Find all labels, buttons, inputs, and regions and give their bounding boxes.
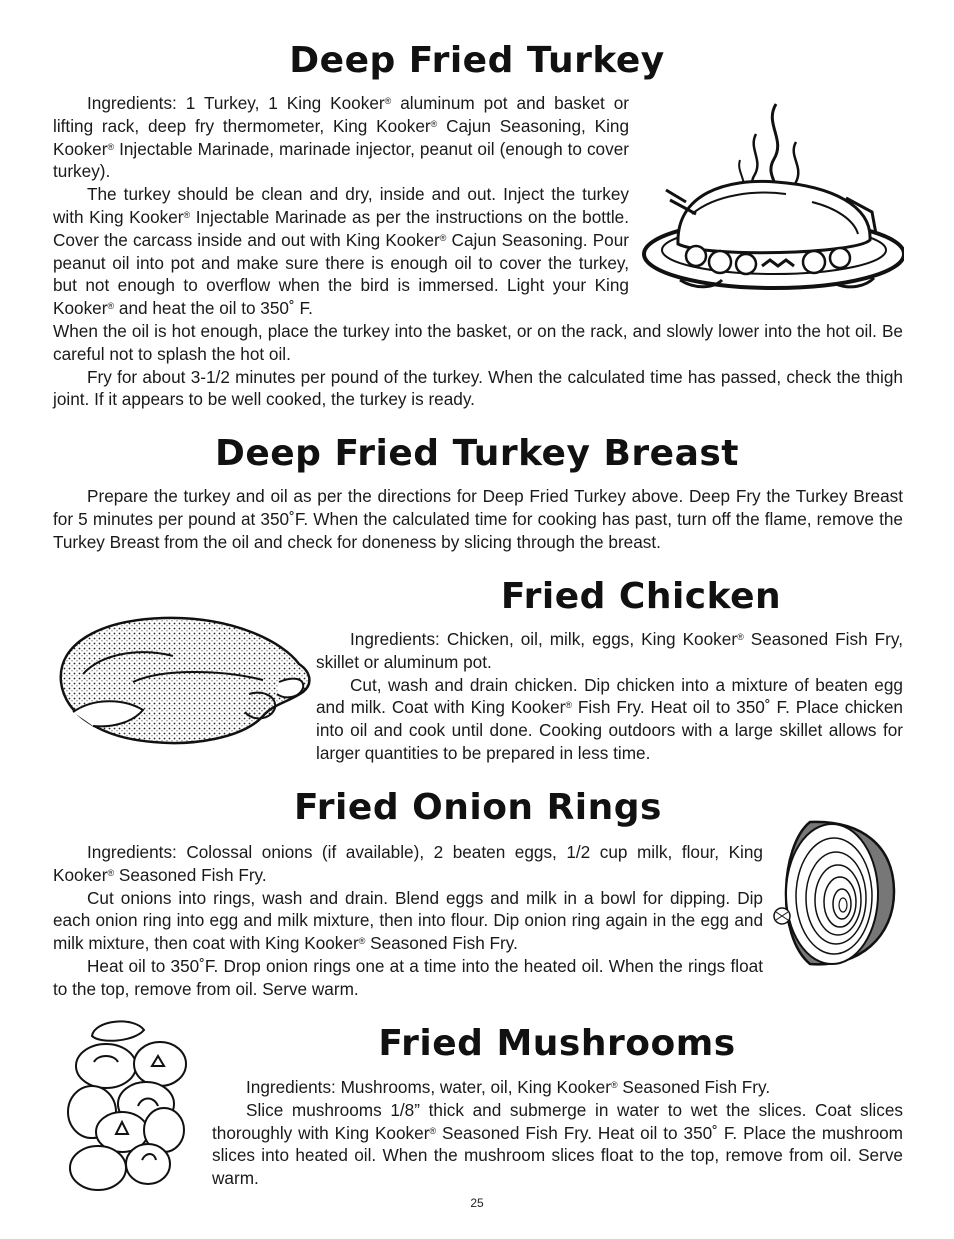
fried-chicken-text [316,628,903,765]
turkey-breast-text [53,485,903,553]
deep-fried-turkey-text-wrapped [53,92,629,320]
turkey-ingredients-paragraph: Ingredients: 1 Turkey, 1 King Kooker® aluminum pot and basket or lifting rack, deep fry thermometer, King Kooker® Cajun Seasoning, King Kooker® Injectable Marinade, marinade injector, peanut oil (enough to cover turkey). [53,93,630,182]
title-fried-chicken: Fried Chicken [500,576,782,617]
title-fried-onion-rings: Fried Onion Rings [294,787,662,828]
deep-fried-turkey-text-full [53,320,903,411]
title-fried-mushrooms: Fried Mushrooms [378,1023,736,1064]
turkey-fry-time-paragraph: Fry for about 3-1/2 minutes per pound of the turkey. When the calculated time has passed, check the thigh joint. If it appears to be well cooked, the turkey is ready. [53,366,903,410]
onion-slice-illustration [770,816,900,970]
fried-onion-rings-text [53,841,763,1001]
title-deep-fried-turkey: Deep Fried Turkey [289,40,665,81]
turkey-instructions-continued: When the oil is hot enough, place the turkey into the basket, or on the rack, and slowly lower into the hot oil. Be careful not to splash the hot oil. [53,321,903,364]
mushroom-instructions-paragraph: Slice mushrooms 1/8” thick and submerge in water to wet the slices. Coat slices thoroughly with King Kooker® Seasoned Fish Fry. Heat oil to 350˚ F. Place the mushroom slices into heated oil. When the mushroom slices float to the top, remove from oil. Serve warm. [212,1099,904,1189]
fried-mushrooms-text [212,1076,903,1190]
chicken-instructions-paragraph: Cut, wash and drain chicken. Dip chicken into a mixture of beaten egg and milk. Coat with King Kooker® Fish Fry. Heat oil to 350˚ F. Place chicken into oil and cook until done. Cooking outdoors with a large skillet allows for larger quantities to be prepared in less time. [316,674,903,763]
mushrooms-illustration [64,1014,194,1192]
onion-ingredients-paragraph: Ingredients: Colossal onions (if available), 2 beaten eggs, 1/2 cup milk, flour, King Kooker® Seasoned Fish Fry. [53,842,763,885]
onion-instructions-paragraph: Cut onions into rings, wash and drain. Blend eggs and milk in a bowl for dipping. Dip each onion ring into egg and milk mixture, then into flour. Dip onion ring again in the egg and milk mixture, then coat with King Kooker® Seasoned Fish Fry. [53,887,763,954]
turkey-platter-illustration [636,94,904,300]
turkey-breast-paragraph: Prepare the turkey and oil as per the directions for Deep Fried Turkey above. Deep Fry the Turkey Breast for 5 minutes per pound at 350˚F. When the calculated time for cooking has past, turn off the flame, remove the Turkey Breast from the oil and check for doneness by slicing through the breast. [53,486,903,552]
chicken-ingredients-paragraph: Ingredients: Chicken, oil, milk, eggs, King Kooker® Seasoned Fish Fry, skillet or aluminum pot. [316,629,903,672]
onion-frying-paragraph: Heat oil to 350˚F. Drop onion rings one at a time into the heated oil. When the rings float to the top, remove from oil. Serve warm. [53,955,763,999]
title-deep-fried-turkey-breast: Deep Fried Turkey Breast [214,433,740,474]
mushroom-ingredients-paragraph: Ingredients: Mushrooms, water, oil, King Kooker® Seasoned Fish Fry. [246,1077,771,1097]
roast-chicken-illustration [53,612,315,750]
turkey-instructions-paragraph: The turkey should be clean and dry, inside and out. Inject the turkey with King Kooker® Injectable Marinade as per the instructions on the bottle. Cover the carcass inside and out with King Kooker® Cajun Seasoning. Pour peanut oil into pot and make sure there is enough oil to cover the turkey, but not enough to overflow when the bird is immersed. Light your King Kooker® and heat the oil to 350˚ F. [53,184,630,319]
page-number: 25 [470,1196,484,1210]
